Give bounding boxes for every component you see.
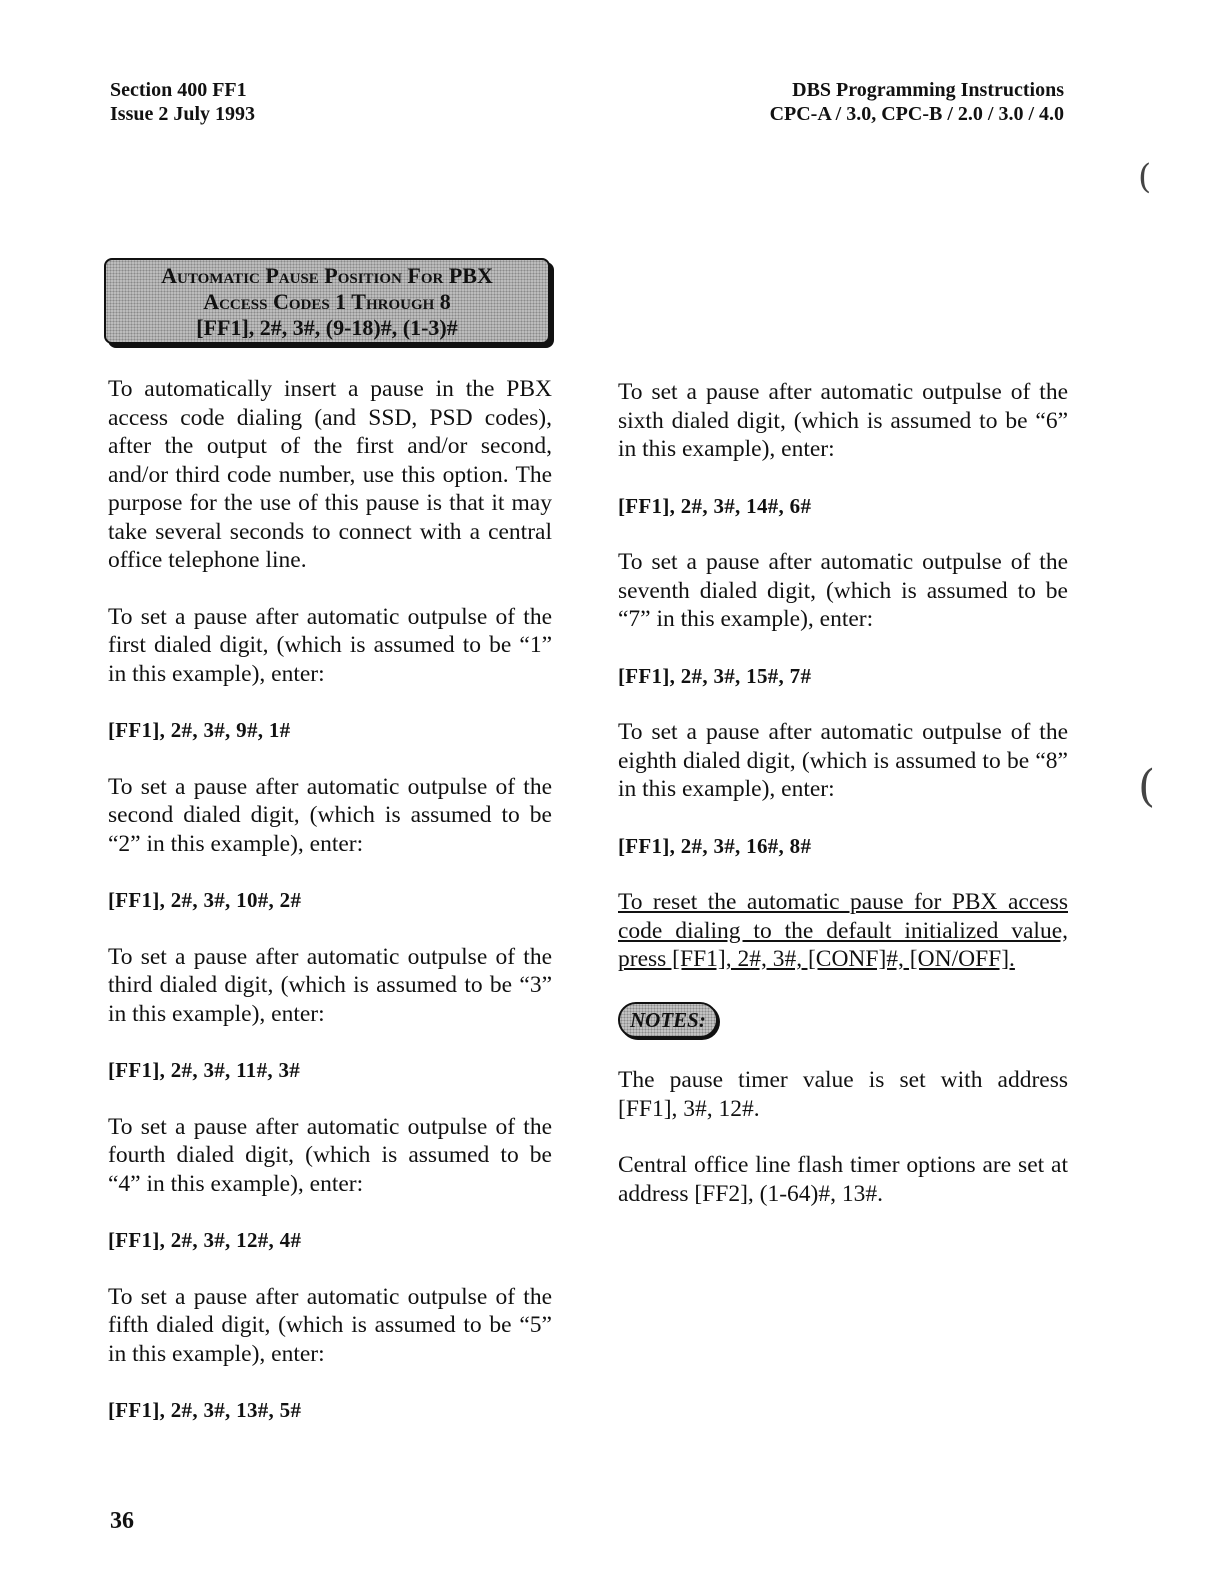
instruction-paragraph: To set a pause after automatic outpulse of the fourth dialed digit, (which is assumed to be “4” in this example), enter:	[108, 1113, 552, 1197]
issue-date: Issue 2 July 1993	[110, 103, 256, 125]
instruction-paragraph: To set a pause after automatic outpulse of the sixth dialed digit, (which is assumed to be “6” in this example), enter:	[618, 379, 1068, 462]
notes-heading	[618, 1002, 1068, 1039]
header-left	[110, 78, 255, 126]
command-code: [FF1], 2#, 3#, 14#, 6#	[618, 493, 812, 518]
command-code: [FF1], 2#, 3#, 9#, 1#	[108, 718, 291, 742]
command-code: [FF1], 2#, 3#, 11#, 3#	[108, 1058, 301, 1082]
section-label: Section 400 FF1	[110, 79, 247, 101]
command-code: [FF1], 2#, 3#, 12#, 4#	[108, 1228, 302, 1252]
instruction-paragraph: To set a pause after automatic outpulse of the fifth dialed digit, (which is assumed to be “5” in this example), enter:	[108, 1283, 552, 1367]
notes-badge: NOTES:	[618, 1002, 718, 1039]
note-paragraph: The pause timer value is set with address [FF1], 3#, 12#.	[618, 1067, 1068, 1122]
title-line-3: [FF1], 2#, 3#, (9-18)#, (1-3)#	[196, 315, 458, 340]
margin-mark: (	[1138, 157, 1152, 197]
command-code: [FF1], 2#, 3#, 16#, 8#	[618, 833, 812, 858]
title-line-1: Automatic Pause Position For PBX	[161, 263, 493, 288]
section-title-box	[104, 258, 550, 344]
intro-paragraph: To automatically insert a pause in the PBX access code dialing (and SSD, PSD codes), after the output of the first and/or second, and/or third code number, use this option. The purpose for the use of this pause is that it may take several seconds to connect with a central office telephone line.	[108, 376, 552, 573]
margin-mark: (	[1138, 761, 1156, 812]
version-info: CPC-A / 3.0, CPC-B / 2.0 / 3.0 / 4.0	[769, 103, 1064, 125]
page-number: 36	[110, 1508, 134, 1534]
command-code: [FF1], 2#, 3#, 13#, 5#	[108, 1398, 302, 1422]
reset-instruction: To reset the automatic pause for PBX access code dialing to the default initialized value, press [FF1], 2#, 3#, [CONF]#, [ON/OFF].	[618, 889, 1068, 972]
command-code: [FF1], 2#, 3#, 10#, 2#	[108, 888, 302, 912]
instruction-paragraph: To set a pause after automatic outpulse of the second dialed digit, (which is assumed to be “2” in this example), enter:	[108, 773, 552, 857]
instruction-paragraph: To set a pause after automatic outpulse of the seventh dialed digit, (which is assumed to be “7” in this example), enter:	[618, 549, 1068, 632]
instruction-paragraph: To set a pause after automatic outpulse of the first dialed digit, (which is assumed to be “1” in this example), enter:	[108, 603, 552, 687]
right-column	[618, 378, 1068, 1208]
header-right	[770, 78, 1064, 126]
instruction-paragraph: To set a pause after automatic outpulse of the eighth dialed digit, (which is assumed to be “8” in this example), enter:	[618, 719, 1068, 802]
left-column	[108, 375, 552, 1425]
document-title: DBS Programming Instructions	[792, 79, 1064, 101]
command-code: [FF1], 2#, 3#, 15#, 7#	[618, 663, 812, 688]
note-paragraph: Central office line flash timer options are set at address [FF2], (1-64)#, 13#.	[618, 1152, 1068, 1207]
title-line-2: Access Codes 1 Through 8	[203, 289, 451, 314]
instruction-paragraph: To set a pause after automatic outpulse of the third dialed digit, (which is assumed to be “3” in this example), enter:	[108, 943, 552, 1027]
